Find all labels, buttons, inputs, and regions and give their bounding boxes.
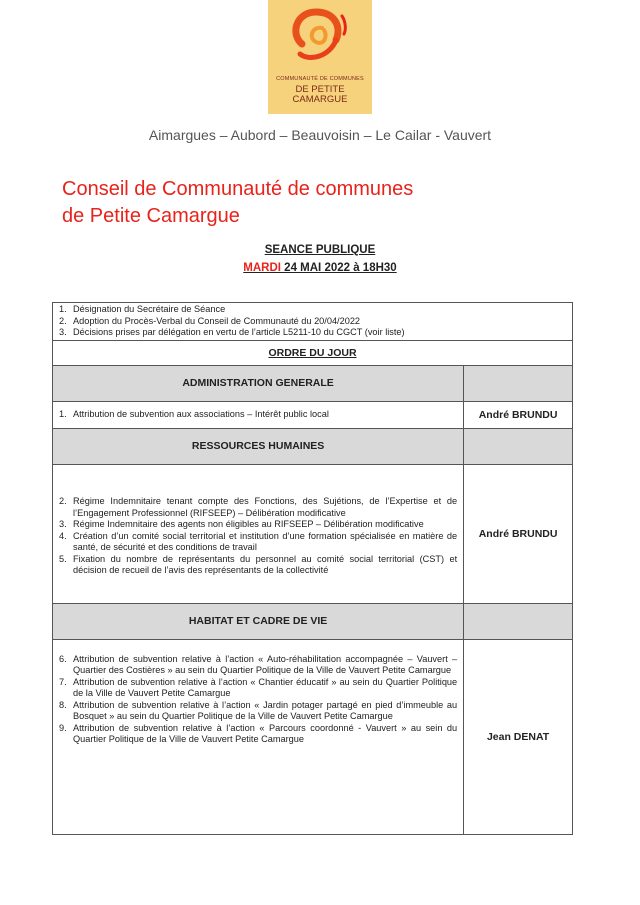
section-header-blank [464, 365, 573, 401]
meeting-date [0, 262, 640, 274]
item-text: Désignation du Secrétaire de Séance [73, 304, 226, 314]
seance-heading: SEANCE PUBLIQUE [264, 244, 376, 256]
rapporteur: André BRUNDU [464, 464, 573, 603]
section-header-blank [464, 603, 573, 639]
item-text: Création d’un comité social territorial et institution d’une formation spécialisée en matière de santé, de sécurité et des conditions de travail [73, 530, 458, 553]
section-items-row [53, 464, 573, 603]
logo-community-label: COMMUNAUTÉ DE COMMUNES [276, 76, 364, 82]
prelim-item [59, 316, 566, 328]
section-items-cell [53, 401, 464, 428]
rapporteur: André BRUNDU [464, 401, 573, 428]
agenda-item [59, 723, 457, 746]
agenda-item [59, 519, 457, 531]
section-items-row [53, 639, 573, 834]
item-text: Attribution de subvention relative à l’action « Auto-réhabilitation accompagnée – Vauvert – Quartier des Costières » au sein du Quartier Politique de la Ville de Vauvert Petite Camargue [73, 653, 458, 675]
rapporteur: Jean DENAT [464, 639, 573, 834]
item-number: 3. [59, 327, 67, 337]
item-text: Régime Indemnitaire tenant compte des Fonctions, des Sujétions, de l’Expertise et de l’Engagement Professionnel (RIFSEEP) – Délibération modificative [73, 496, 458, 518]
agenda-item [59, 554, 457, 577]
agenda-item [59, 677, 457, 700]
page-title [62, 176, 413, 230]
page-title-line1: Conseil de Communauté de communes [62, 178, 414, 200]
item-text: Fixation du nombre de représentants du personnel au comité social territorial (CST) et décision de recueil de l’avis des représentants de la collectivité [73, 553, 458, 576]
item-number: 4. [59, 530, 67, 541]
section-header-blank [464, 428, 573, 464]
item-text: Régime Indemnitaire des agents non éligibles au RIFSEEP – Délibération modificative [73, 519, 424, 530]
item-text: Attribution de subvention relative à l’action « Parcours coordonné - Vauvert » au sein du Quartier Politique de la Ville de Vauvert Petite Camargue [73, 722, 458, 744]
agenda-item [59, 409, 457, 421]
item-text: Attribution de subvention aux associations – Intérêt public local [73, 408, 329, 419]
item-number: 2. [59, 315, 67, 326]
ordre-du-jour-heading: ORDRE DU JOUR [53, 340, 573, 365]
agenda-table [52, 302, 573, 835]
section-title: HABITAT ET CADRE DE VIE [53, 603, 464, 639]
prelim-item [59, 327, 566, 339]
item-text: Adoption du Procès-Verbal du Conseil de Communauté du 20/04/2022 [73, 315, 361, 326]
item-number: 7. [59, 676, 67, 687]
logo-name-line1: DE PETITE [295, 84, 345, 95]
logo-swirl-icon [282, 4, 358, 74]
agenda-item [59, 654, 457, 677]
section-title: ADMINISTRATION GENERALE [53, 365, 464, 401]
item-number: 3. [59, 519, 67, 530]
item-text: Attribution de subvention relative à l’action « Chantier éducatif » au sein du Quartier Politique de la Ville de Vauvert Petite Camargue [73, 676, 458, 698]
item-number: 1. [59, 304, 67, 314]
item-text: Attribution de subvention relative à l’action « Jardin potager partagé en pied d’immeuble au Bosquet » au sein du Quartier Politique de la Ville de Vauvert Petite Camargue [73, 699, 458, 721]
logo-name-line2: CAMARGUE [292, 94, 348, 105]
section-header-row [53, 365, 573, 401]
section-items-cell [53, 464, 464, 603]
preliminaries-cell [53, 303, 573, 341]
item-number: 5. [59, 553, 67, 564]
item-number: 8. [59, 699, 67, 710]
towns-list: Aimargues – Aubord – Beauvoisin – Le Cailar - Vauvert [148, 127, 492, 143]
section-header-row [53, 603, 573, 639]
agenda-item [59, 496, 457, 519]
meeting-date-rest: 24 MAI 2022 à 18H30 [280, 262, 397, 274]
item-number: 6. [59, 653, 67, 664]
section-title: RESSOURCES HUMAINES [53, 428, 464, 464]
item-number: 2. [59, 496, 67, 507]
section-items-cell [53, 639, 464, 834]
logo [268, 0, 372, 114]
prelim-item [59, 304, 566, 316]
page-title-line2: de Petite Camargue [62, 205, 240, 227]
item-number: 1. [59, 408, 67, 419]
meeting-day: MARDI [243, 262, 281, 274]
agenda-item [59, 531, 457, 554]
section-items-row [53, 401, 573, 428]
item-number: 9. [59, 722, 67, 733]
agenda-item [59, 700, 457, 723]
item-text: Décisions prises par délégation en vertu de l’article L5211-10 du CGCT (voir liste) [73, 327, 405, 337]
preliminaries-row [53, 303, 573, 341]
ordre-row [53, 340, 573, 365]
section-header-row [53, 428, 573, 464]
